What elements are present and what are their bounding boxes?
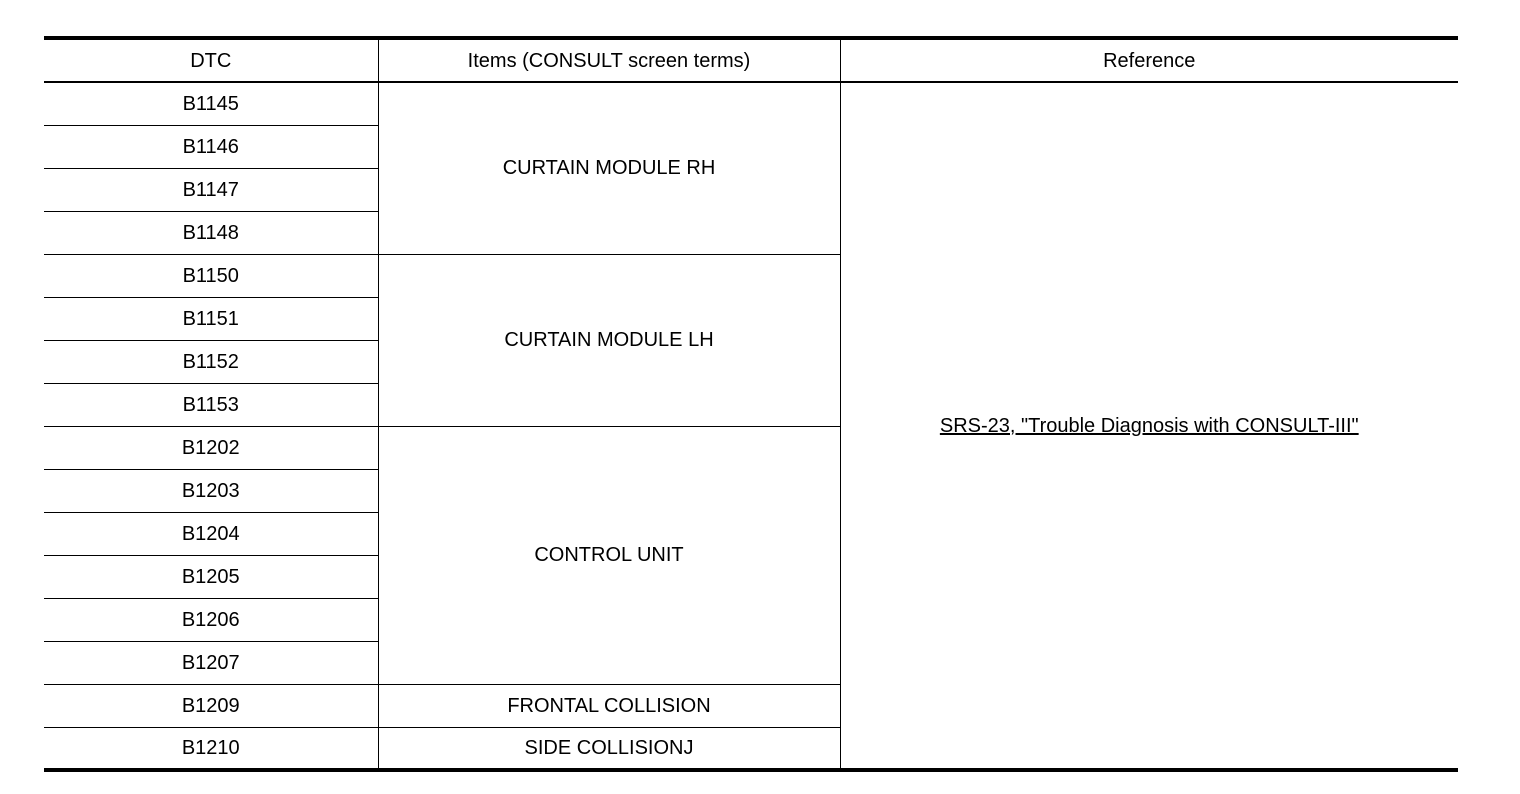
dtc-code: B1209 [44, 684, 378, 727]
dtc-code: B1150 [44, 254, 378, 297]
item-name: FRONTAL COLLISION [378, 684, 840, 727]
dtc-code: B1205 [44, 555, 378, 598]
dtc-code: B1145 [44, 82, 378, 125]
dtc-code: B1203 [44, 469, 378, 512]
item-name: CURTAIN MODULE RH [378, 82, 840, 254]
dtc-reference-table [44, 36, 1458, 772]
header-dtc: DTC [44, 38, 378, 82]
item-name: CONTROL UNIT [378, 426, 840, 684]
dtc-code: B1148 [44, 211, 378, 254]
dtc-code: B1204 [44, 512, 378, 555]
dtc-code: B1206 [44, 598, 378, 641]
dtc-code: B1207 [44, 641, 378, 684]
dtc-code: B1151 [44, 297, 378, 340]
dtc-code: B1153 [44, 383, 378, 426]
reference-cell [840, 82, 1458, 770]
header-row [44, 38, 1458, 82]
dtc-code: B1210 [44, 727, 378, 770]
dtc-code: B1147 [44, 168, 378, 211]
dtc-code: B1202 [44, 426, 378, 469]
dtc-code: B1146 [44, 125, 378, 168]
table-row [44, 82, 1458, 125]
item-name: SIDE COLLISIONJ [378, 727, 840, 770]
header-reference: Reference [840, 38, 1458, 82]
header-items: Items (CONSULT screen terms) [378, 38, 840, 82]
item-name: CURTAIN MODULE LH [378, 254, 840, 426]
dtc-code: B1152 [44, 340, 378, 383]
reference-link[interactable]: SRS-23, "Trouble Diagnosis with CONSULT-III" [939, 414, 1359, 437]
